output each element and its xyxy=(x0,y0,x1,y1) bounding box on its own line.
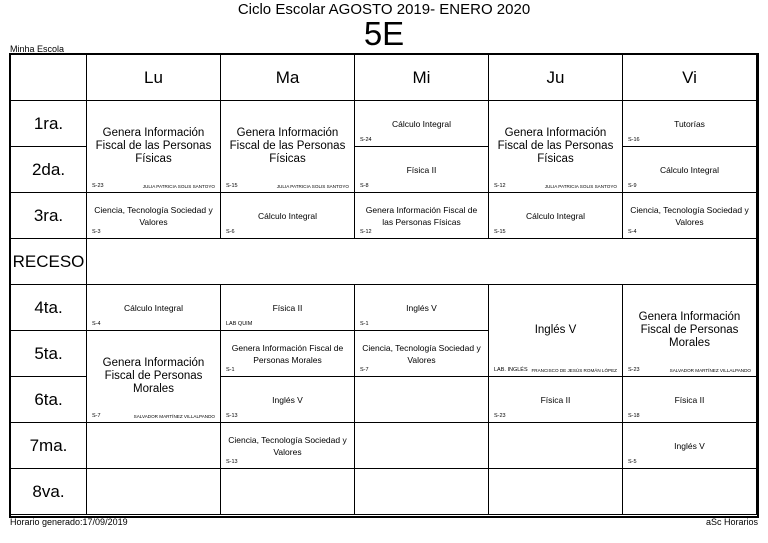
room-label: S-23 xyxy=(628,367,640,373)
subject-name: Genera Información Fiscal de Personas Morales xyxy=(102,357,205,395)
subject-name: Física II xyxy=(540,394,571,405)
period-row xyxy=(11,469,757,515)
lesson-cell xyxy=(221,423,355,469)
generated-date: Horario generado:17/09/2019 xyxy=(10,517,128,527)
room-label: S-15 xyxy=(226,183,238,189)
subject-name: Ciencia, Tecnología Sociedad y Valores xyxy=(362,342,481,365)
recess-row xyxy=(11,239,757,285)
room-label: S-5 xyxy=(628,459,637,465)
lesson-cell xyxy=(489,377,623,423)
lesson-cell xyxy=(87,285,221,331)
empty-cell xyxy=(221,469,355,515)
empty-cell xyxy=(355,377,489,423)
period-row xyxy=(11,285,757,331)
period-label: 4ta. xyxy=(11,285,87,331)
empty-cell xyxy=(355,469,489,515)
lesson-cell xyxy=(489,101,623,193)
room-label: S-13 xyxy=(226,459,238,465)
lesson-cell xyxy=(221,193,355,239)
room-label: S-15 xyxy=(494,229,506,235)
empty-cell xyxy=(489,423,623,469)
day-header: Mi xyxy=(355,55,489,101)
lesson-cell xyxy=(355,101,489,147)
subject-name: Física II xyxy=(406,164,437,175)
room-label: S-13 xyxy=(226,413,238,419)
teacher-name: JULIA PATRICIA SOLIS SANTOYO xyxy=(142,184,215,189)
period-row xyxy=(11,193,757,239)
subject-name: Ciencia, Tecnología Sociedad y Valores xyxy=(228,434,347,457)
lesson-cell xyxy=(221,331,355,377)
period-label: 2da. xyxy=(11,147,87,193)
room-label: S-12 xyxy=(360,229,372,235)
room-label: LAB QUIM xyxy=(226,321,253,327)
subject-name: Inglés V xyxy=(272,394,303,405)
lesson-cell xyxy=(355,147,489,193)
lesson-cell xyxy=(355,285,489,331)
lesson-cell xyxy=(87,193,221,239)
period-row xyxy=(11,423,757,469)
day-header: Ju xyxy=(489,55,623,101)
lesson-cell xyxy=(87,331,221,423)
subject-name: Inglés V xyxy=(674,440,705,451)
empty-cell xyxy=(87,469,221,515)
lesson-cell xyxy=(221,285,355,331)
subject-name: Cálculo Integral xyxy=(659,164,720,175)
app-credit: aSc Horarios xyxy=(705,517,758,527)
empty-cell xyxy=(489,469,623,515)
subject-name: Tutorías xyxy=(674,118,705,129)
room-label: S-6 xyxy=(226,229,235,235)
period-label: 6ta. xyxy=(11,377,87,423)
room-label: S-18 xyxy=(628,413,640,419)
empty-cell xyxy=(87,423,221,469)
timetable xyxy=(10,54,757,515)
subject-name: Genera Información Fiscal de las Personas Físicas xyxy=(229,127,346,165)
subject-name: Física II xyxy=(272,302,303,313)
lesson-cell xyxy=(623,101,757,147)
room-label: S-7 xyxy=(360,367,369,373)
lesson-cell xyxy=(623,377,757,423)
room-label: S-8 xyxy=(360,183,369,189)
subject-name: Cálculo Integral xyxy=(525,210,586,221)
subject-name: Ciencia, Tecnología Sociedad y Valores xyxy=(630,204,749,227)
lesson-cell xyxy=(623,193,757,239)
lesson-cell xyxy=(221,101,355,193)
day-header: Ma xyxy=(221,55,355,101)
empty-cell xyxy=(355,423,489,469)
room-label: S-24 xyxy=(360,137,372,143)
room-label: S-9 xyxy=(628,183,637,189)
lesson-cell xyxy=(623,147,757,193)
school-name: Minha Escola xyxy=(10,44,65,54)
subject-name: Inglés V xyxy=(406,302,437,313)
lesson-cell xyxy=(623,285,757,377)
schedule-title: Ciclo Escolar AGOSTO 2019- ENERO 2020 xyxy=(237,1,531,18)
period-label: RECESO xyxy=(11,239,87,285)
period-label: 5ta. xyxy=(11,331,87,377)
subject-name: Genera Información Fiscal de las Personas Físicas xyxy=(365,204,478,227)
teacher-name: SALVADOR MARTÍNEZ VILLALPANDO xyxy=(669,368,751,373)
room-label: S-12 xyxy=(494,183,506,189)
class-name: 5E xyxy=(363,15,405,52)
room-label: S-1 xyxy=(360,321,369,327)
period-label: 7ma. xyxy=(11,423,87,469)
lesson-cell xyxy=(355,193,489,239)
period-row xyxy=(11,101,757,147)
recess-cell xyxy=(87,239,757,285)
lesson-cell xyxy=(489,193,623,239)
corner-cell xyxy=(11,55,87,101)
subject-name: Cálculo Integral xyxy=(123,302,184,313)
day-header: Vi xyxy=(623,55,757,101)
subject-name: Física II xyxy=(674,394,705,405)
teacher-name: FRANCISCO DE JESÚS ROMÁN LÓPEZ xyxy=(531,368,617,373)
subject-name: Inglés V xyxy=(534,324,577,336)
subject-name: Cálculo Integral xyxy=(257,210,318,221)
room-label: S-7 xyxy=(92,413,101,419)
room-label: S-23 xyxy=(494,413,506,419)
teacher-name: JULIA PATRICIA SOLIS SANTOYO xyxy=(544,184,617,189)
lesson-cell xyxy=(489,285,623,377)
lesson-cell xyxy=(355,331,489,377)
room-label: S-3 xyxy=(92,229,101,235)
subject-name: Cálculo Integral xyxy=(391,118,452,129)
header-row xyxy=(11,55,757,101)
subject-name: Genera Información Fiscal de Personas Morales xyxy=(638,311,741,349)
room-label: S-16 xyxy=(628,137,640,143)
subject-name: Genera Información Fiscal de las Personas Físicas xyxy=(95,127,212,165)
room-label: LAB. INGLÉS xyxy=(494,367,528,373)
teacher-name: JULIA PATRICIA SOLIS SANTOYO xyxy=(276,184,349,189)
period-label: 3ra. xyxy=(11,193,87,239)
subject-name: Genera Información Fiscal de las Personas Físicas xyxy=(497,127,614,165)
lesson-cell xyxy=(87,101,221,193)
empty-cell xyxy=(623,469,757,515)
day-header: Lu xyxy=(87,55,221,101)
room-label: S-1 xyxy=(226,367,235,373)
room-label: S-4 xyxy=(628,229,637,235)
lesson-cell xyxy=(221,377,355,423)
room-label: S-4 xyxy=(92,321,101,327)
subject-name: Ciencia, Tecnología Sociedad y Valores xyxy=(94,204,213,227)
period-label: 8va. xyxy=(11,469,87,515)
subject-name: Genera Información Fiscal de Personas Morales xyxy=(231,342,344,365)
period-label: 1ra. xyxy=(11,101,87,147)
room-label: S-23 xyxy=(92,183,104,189)
teacher-name: SALVADOR MARTÍNEZ VILLALPANDO xyxy=(133,414,215,419)
lesson-cell xyxy=(623,423,757,469)
